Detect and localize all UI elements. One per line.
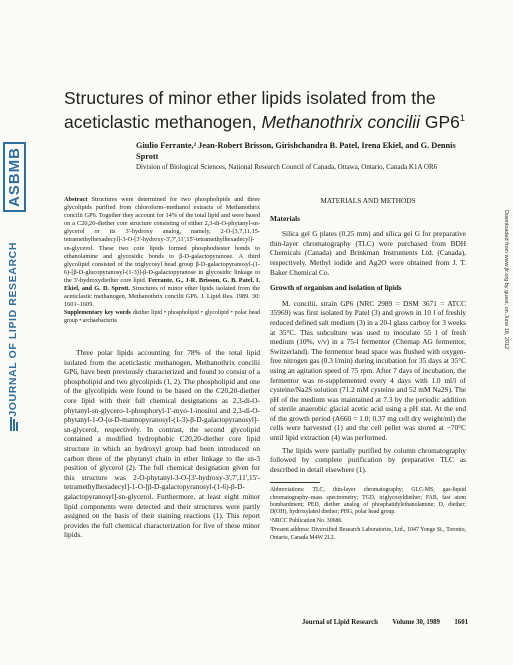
footnote-nrcc: ¹NRCC Publication No. 30686. — [270, 518, 343, 525]
footnote-divider — [270, 482, 320, 483]
footer-page-number: 1601 — [454, 619, 468, 626]
title-suffix: GP6 — [420, 111, 460, 132]
keywords — [64, 310, 260, 325]
article-title — [64, 88, 484, 132]
author-list: Giulio Ferrante,² Jean-Robert Brisson, Girishchandra B. Patel, Irena Ekiel, and G. Dennis Sprott — [136, 141, 456, 161]
abstract — [64, 196, 260, 309]
methods-column — [270, 196, 466, 544]
journal-sidebar — [0, 130, 26, 550]
journal-name-vertical: JOURNAL OF LIPID RESEARCH — [7, 242, 19, 417]
asbmb-logo: ASBMB — [3, 142, 26, 212]
journal-emblem-icon — [9, 416, 19, 432]
page-footer — [302, 619, 468, 626]
footnotes — [270, 487, 466, 541]
title-species: Methanothrix concilii — [261, 111, 421, 132]
methods-heading: MATERIALS AND METHODS — [320, 196, 416, 205]
title-footnote-mark: 1 — [459, 113, 465, 123]
abstract-citation-authors: Ferrante, G., J-R. Brisson, G. B. Patel, I. Ekiel, and G. D. Sprott. — [64, 276, 260, 293]
title-line-1: Structures of minor ether lipids isolated from the — [64, 88, 436, 108]
title-line-2 — [64, 108, 484, 132]
abstract-text: Structures were determined for two phospholipids and three glycolipids purified from chloroform–methanol extracts of Methanothrix concilii GP6. Together they account for 14% of the total lipid and were based on a C20,20-diether core structure consisting of either 2,3-di-O-phytanyl-sn-glycerol or its 3'-hydroxy analog, namely, 2-O-[3,7,11,15-tetramethylhexadecyl]-3-O-[3'-hydroxy-3',7',11',15'-tetramethylhexadecyl]-sn-glycerol. These two core lipids formed phosphodiester bonds to ethanolamine and glycosidic bonds to β-D-galactopyranose. A third glycolipid consisted of the triglycosyl head group β-D-galactopyranosyl-(1-6)-[β-D-glucopyranosyl-(1-3)]-β-D-galactopyranose in glycosidic linkage to the 3'-hydroxydiether core lipid. — [64, 196, 260, 284]
materials-paragraph: Silica gel G plates (0.25 mm) and silica gel G for preparative thin-layer chromatography (TLC) were purchased from BDH Chemicals (Canada) and Brinkman Instruments Ltd. (Canada), respectively. Methyl iodide and Ag2O were obtained from J. T. Baker Chemical Co. — [270, 229, 466, 277]
keywords-text: diether lipid • phospholipid • glycolipid • polar head group • archaebacteria — [64, 310, 260, 324]
growth-heading: Growth of organism and isolation of lipids — [270, 283, 402, 293]
abstract-citation-text: Structures of minor ether lipids isolated from the aceticlastic methanogen, Methanothrix concilii GP6. J. Lipid Res. 1989. 30: 1601–1609. — [64, 285, 261, 309]
growth-paragraph-2: The lipids were partially purified by column chromatography followed by complete purification by preparative TLC as described in detail elsewhere (1). — [270, 445, 466, 474]
materials-heading: Materials — [270, 213, 300, 223]
introduction — [64, 348, 260, 540]
affiliation: Division of Biological Sciences, National Research Council of Canada, Ottawa, Ontario, Canada K1A OR6 — [136, 163, 438, 171]
growth-paragraph-1: M. concilii, strain GP6 (NRC 2989 = DSM 3671 = ATCC 35969) was first isolated by Patel (3) and grown in 10 l of freshly reduced defined salt medium (3) in a 20-l glass carboy for 3 weeks at 35°C. This subculture was used to inoculate 55 l of fresh medium (10%, v/v) in a 75-l fermentor (Chemap AG fermentor, Switzerland). The fermentor head space was flushed with oxygen-free nitrogen gas (0.3 l/min) during incubation for 35 days at 35°C using an agitation speed of 75 rpm. After 7 days of incubation, the fermentor was re-supplemented every 4 days with 1.0 ml/l of cysteine/Na2S solution (71.2 mM cysteine and 52 mM Na2S). The pH of the medium was maintained at 7.3 by the periodic addition of sterile anaerobic glacial acetic acid using a pH stat. At the end of the growth period (A660 = 1.0; 0.37 mg cell dry weight/ml) the cells were harvested (1) and the cell pellet was stored at −70°C until lipid extraction (4) was performed. — [270, 298, 466, 443]
download-note: Downloaded from www.jlr.org by guest, on June 18, 2012 — [503, 210, 509, 350]
keywords-label: Supplementary key words — [64, 310, 131, 316]
intro-paragraph: Three polar lipids accounting for 78% of the total lipid isolated from the aceticlastic methanogen, Methanothrix concilii GP6, have been previously characterized and found to consist of a phospholipid and two glycolipids (1, 2). The phospholipid and one of the glycolipids were found to be based on the C20,20-diether core lipid with their full chemical designations as 2,3-di-O-phytanyl-sn-glycero-1-phosphoryl-1'-myo-1-inositol and 2,3-di-O-phytanyl-1-O-[α-D-mannopyranosyl-(1-3)-β-D-galactopyranosyl]-sn-glycerol, respectively. In contrast, the second glycolipid contained a modified hydrophobic C20,20-diether core lipid structure in which an hydroxyl group had been introduced on carbon three of the phytanyl chain in ether linkage to the sn-3 position of glycerol (2). The full chemical designation given for this structure was 2-O-phytanyl-3-O-[3'-hydroxy-3',7',11',15'-tetramethylhexadecyl]-1-O-[β-D-galactopyranosyl-(1-6)-β-D-galactopyranosyl]-sn-glycerol. Furthermore, at least eight minor lipid components were detected and their structures were partly assigned on the basis of their staining reactions (1). This report provides the full chemical characterization for five of these minor lipids. — [64, 348, 260, 540]
footnote-present-address: ²Present address: Diversified Research Laboratories, Ltd., 1047 Yonge St., Toronto, Ontario, Canada M4W 2L2. — [270, 527, 466, 541]
title-prefix: aceticlastic methanogen, — [64, 111, 262, 132]
footer-journal: Journal of Lipid Research — [302, 619, 378, 626]
footer-volume: Volume 30, 1989 — [392, 619, 440, 626]
abstract-label: Abstract — [64, 196, 88, 203]
footnote-abbreviations: Abbreviations: TLC, thin-layer chromatography; GLC-MS, gas-liquid chromatography–mass spectrometry; TGD, triglycosyldiether; FAB, fast atom bombardment; PED, diether analog of phosphatidylethanolamine; D, diether; D(OH), hydroxylated diether; PHG, polar head group. — [270, 487, 466, 516]
